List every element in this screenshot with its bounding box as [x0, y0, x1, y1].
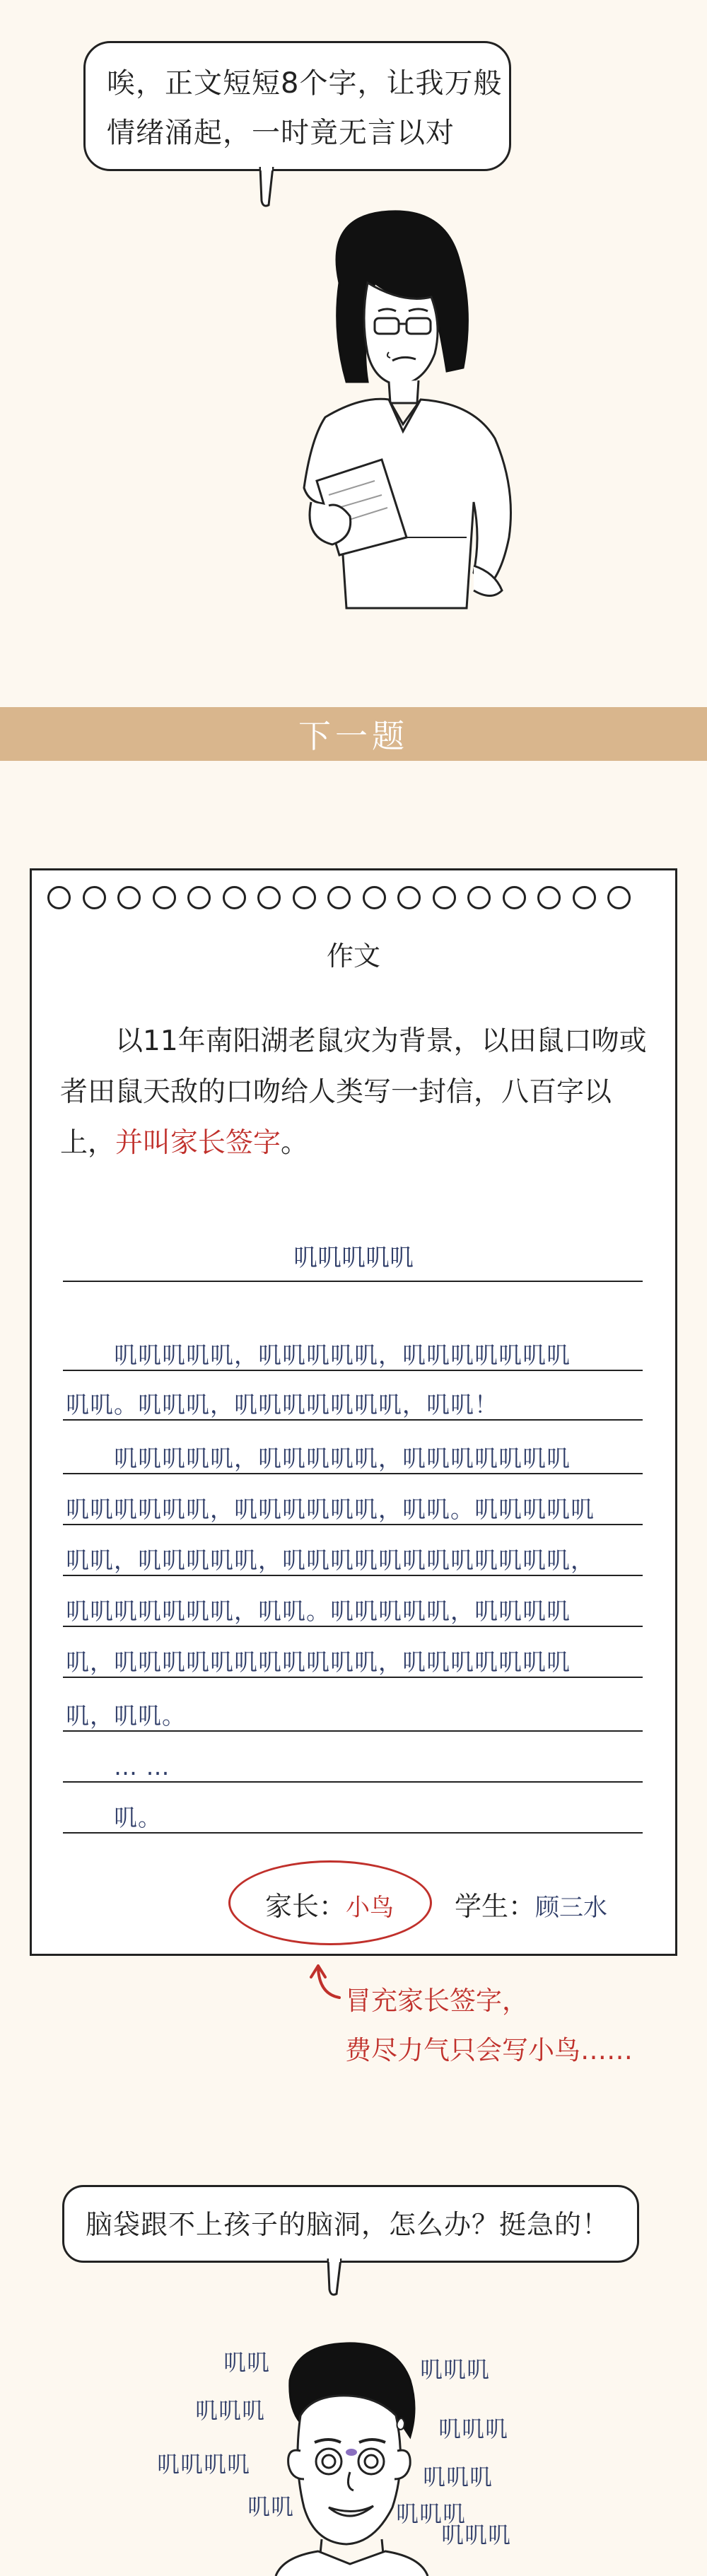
essay-line: 叽。: [66, 1804, 162, 1831]
student-signature-value: 顾三水: [535, 1894, 608, 1922]
banner-label: 下一题: [298, 717, 409, 755]
curved-arrow-icon: [304, 1959, 346, 2008]
next-question-banner: [0, 707, 707, 761]
ring-hole: [257, 886, 281, 909]
top-speech-bubble: [83, 41, 511, 171]
ring-hole: [467, 886, 491, 909]
ruled-line: [63, 1677, 643, 1678]
prompt-main: 以11年南阳湖老鼠灾为背景，以田鼠口吻或者田鼠天敌的口吻给人类写一封信，八百字以上，: [60, 1025, 647, 1159]
floating-ji-text: 叽叽叽: [396, 2500, 467, 2527]
essay-prompt: [60, 1016, 654, 1169]
ring-hole: [607, 886, 631, 909]
notebook-rings: [47, 886, 631, 909]
ring-hole: [573, 886, 596, 909]
ring-hole: [293, 886, 316, 909]
ring-hole: [363, 886, 386, 909]
ruled-line: [63, 1524, 643, 1525]
ring-hole: [397, 886, 421, 909]
ruled-line: [63, 1419, 643, 1421]
essay-heading: 作文: [326, 940, 380, 972]
essay-line: 叽叽叽叽叽，叽叽叽叽叽，叽叽叽叽叽叽叽: [66, 1445, 571, 1472]
ruled-line: [63, 1781, 643, 1783]
parent-signature-value: 小鸟: [346, 1894, 395, 1922]
ring-hole: [117, 886, 141, 909]
parent-signature: [265, 1884, 394, 1923]
prompt-red-text: 并叫家长签字: [115, 1127, 281, 1159]
ring-hole: [187, 886, 211, 909]
ring-hole: [223, 886, 246, 909]
ring-hole: [153, 886, 176, 909]
ring-hole: [503, 886, 526, 909]
ruled-line: [63, 1370, 643, 1371]
floating-ji-text: 叽叽叽: [441, 2522, 512, 2548]
ring-hole: [327, 886, 351, 909]
essay-line: 叽叽叽叽叽叽，叽叽叽叽叽叽，叽叽。叽叽叽叽叽: [66, 1496, 595, 1523]
essay-line: … …: [66, 1753, 170, 1781]
essay-line: 叽叽叽叽叽叽叽，叽叽。叽叽叽叽叽，叽叽叽叽: [66, 1597, 571, 1625]
ruled-line: [63, 1832, 643, 1834]
ring-hole: [537, 886, 561, 909]
woman-reading-illustration: [262, 205, 601, 615]
floating-ji-text: 叽叽叽: [195, 2397, 266, 2424]
student-label: 学生：: [455, 1891, 536, 1922]
bottom-bubble-tail: [322, 2259, 351, 2298]
essay-line: 叽，叽叽叽叽叽叽叽叽叽叽叽，叽叽叽叽叽叽叽: [66, 1648, 571, 1676]
top-bubble-text: 唉，正文短短8个字，让我万般 情绪涌起，一时竟无言以对: [107, 67, 503, 149]
ring-hole: [433, 886, 456, 909]
bottom-bubble-text: 脑袋跟不上孩子的脑洞，怎么办？挺急的！: [86, 2209, 610, 2240]
ruled-line: [63, 1281, 643, 1282]
essay-notebook-card: [30, 868, 677, 1956]
annotation-line-1: 冒充家长签字，: [345, 1986, 528, 2016]
student-signature: [455, 1884, 607, 1923]
parent-label: 家长：: [265, 1891, 346, 1922]
ruled-line: [63, 1473, 643, 1474]
essay-line: 叽，叽叽。: [66, 1702, 186, 1730]
essay-line: 叽叽。叽叽叽，叽叽叽叽叽叽叽，叽叽！: [66, 1391, 498, 1418]
prompt-end: 。: [281, 1127, 309, 1159]
ruled-line: [63, 1626, 643, 1627]
bottom-speech-bubble: [62, 2185, 639, 2263]
essay-title: 叽叽叽叽叽: [293, 1244, 414, 1272]
dizzy-man-illustration: [233, 2331, 467, 2576]
ring-hole: [47, 886, 71, 909]
top-bubble-tail: [255, 167, 283, 209]
floating-ji-text: 叽叽叽: [420, 2356, 491, 2383]
ruled-line: [63, 1730, 643, 1732]
floating-ji-text: 叽叽叽叽: [157, 2451, 251, 2478]
floating-ji-text: 叽叽叽: [438, 2415, 509, 2442]
floating-ji-text: 叽叽叽: [423, 2464, 493, 2490]
floating-ji-text: 叽叽: [247, 2493, 295, 2520]
ring-hole: [83, 886, 106, 909]
floating-ji-text: 叽叽: [223, 2349, 271, 2376]
annotation-line-2: 费尽力气只会写小鸟……: [345, 2035, 633, 2065]
essay-line: 叽叽叽叽叽，叽叽叽叽叽，叽叽叽叽叽叽叽: [66, 1341, 571, 1369]
essay-line: 叽叽，叽叽叽叽叽，叽叽叽叽叽叽叽叽叽叽叽叽，: [66, 1546, 595, 1574]
ruled-line: [63, 1575, 643, 1576]
